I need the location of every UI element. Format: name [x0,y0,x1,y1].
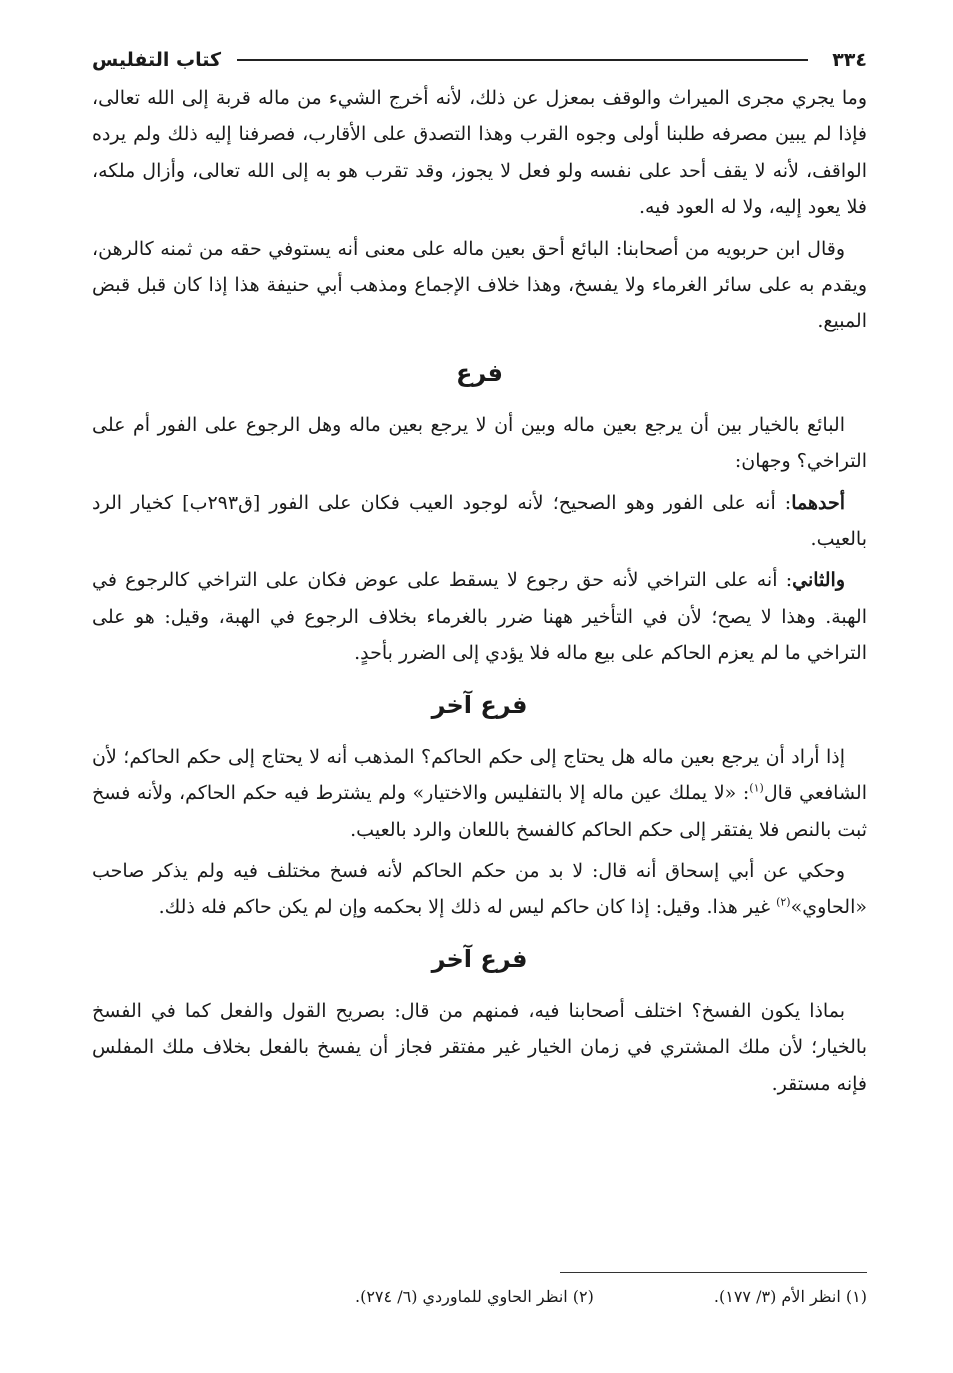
paragraph-4 [92,485,867,558]
footnote-2: (٢) انظر الحاوي للماوردي (٦/ ٢٧٤). [355,1287,594,1306]
paragraph-5 [92,562,867,671]
paragraph-6-part-b: : «لا يملك عين ماله إلا بالتفليس والاختيار» ولم يشترط فيه حكم الحاكم، ولأنه فسخ ثبت بالنص فلا يفتقر إلى حكم الحاكم كالفسخ باللعان والرد بالعيب. [92,782,867,841]
paragraph-5-text: : أنه على التراخي لأنه حق رجوع لا يسقط على عوض فكان على التراخي كالرجوع في الهبة. وهذا لا يصح؛ لأن في التأخير ههنا ضرر بالغرماء بخلاف الرجوع في الهبة، وقيل: هو على التراخي ما لم يعزم الحاكم على بيع ماله فلا يؤدي إلى الضرر بأحدٍ. [92,569,867,665]
paragraph-3: البائع بالخيار بين أن يرجع بعين ماله وبين أن لا يرجع بعين ماله وهل الرجوع على الفور أم على التراخي؟ وجهان: [92,413,867,473]
paragraph-4-lead: أحدهما [791,491,845,514]
paragraph-6-part-a: إذا أراد أن يرجع بعين ماله هل يحتاج إلى حكم الحاكم؟ المذهب أنه لا يحتاج إلى حكم الحاكم؛ لأن الشافعي قال [92,745,867,805]
footnotes [92,1284,867,1310]
paragraph-1: وما يجري مجرى الميراث والوقف بمعزل عن ذلك، لأنه أخرج الشيء من ماله قربة إلى الله تعالى، فإذا لم يبين مصرفه طلبنا أولى وجوه القرب وهذا التصدق على الأقارب، فصرفنا إليه ذلك ولم يرده الواقف، لأنه لا يقف أحد على نفسه ولو فعل لا يجوز، وقد تقرب هو به إلى الله تعالى، وأزال ملكه، فلا يعود إليه، ولا له العود فيه. [92,87,867,219]
paragraph-5-lead: والثاني [792,569,845,592]
paragraph-2: وقال ابن حربويه من أصحابنا: البائع أحق بعين ماله على معنى أنه يستوفي حقه من ثمنه كالرهن، ويقدم به على سائر الغرماء ولا يفسخ، وهذا خلاف الإجماع ومذهب أبي حنيفة هذا إذا كان قبل قبض المبيع. [92,237,867,333]
footnote-divider [560,1272,867,1273]
footnote-1: (١) انظر الأم (٣/ ١٧٧). [713,1287,867,1306]
section-heading-3: فرع آخر [431,944,528,973]
footnote-ref-1: (١) [749,781,764,795]
paragraph-7-part-b: غير هذا. وقيل: إذا كان حاكم ليس له ذلك إلا بحكمه وإن لم يكن حاكم فله ذلك. [158,896,777,919]
paragraph-7-part-a: وحكي عن أبي إسحاق أنه قال: لا بد من حكم الحاكم لأنه فسخ مختلف فيه ولم يذكر صاحب «الحاوي» [92,859,867,919]
book-title: كتاب التفليس [92,49,222,71]
header-rule [237,59,808,61]
paragraph-4-text: : أنه على الفور وهو الصحيح؛ لأنه لوجود العيب فكان على الفور [ق٢٩٣ب] كخيار الرد بالعيب. [92,491,867,551]
paragraph-7 [92,853,867,926]
footnote-ref-2: (٢) [776,895,791,909]
section-heading-1: فرع [455,358,504,387]
section-heading-2: فرع آخر [431,690,528,719]
page-number: ٣٣٤ [832,49,867,71]
paragraph-6 [92,739,867,848]
running-header [92,40,867,80]
page-content [92,40,867,1107]
paragraph-8: بماذا يكون الفسخ؟ اختلف أصحابنا فيه، فمنهم من قال: بصريح القول والفعل كما في الفسخ بالخيار؛ لأن ملك المشتري في زمان الخيار غير مفتقر فجاز أن يفسخ بالفعل بخلاف ملك المفلس فإنه مستقر. [92,999,867,1095]
